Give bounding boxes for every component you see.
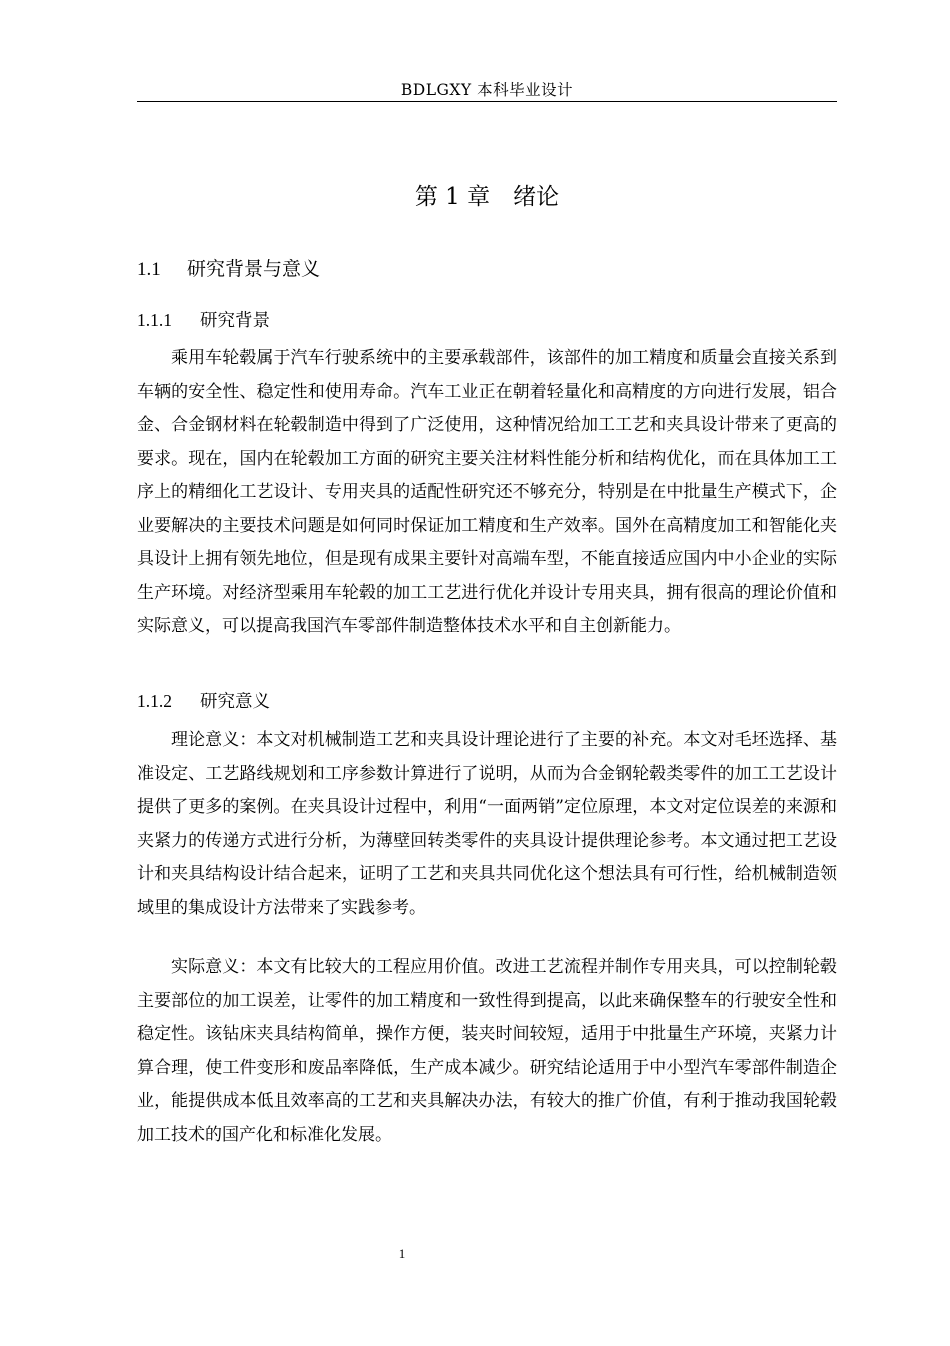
paragraph-practical-significance: 实际意义：本文有比较大的工程应用价值。改进工艺流程并制作专用夹具，可以控制轮毂主要部位的加工误差，让零件的加工精度和一致性得到提高，以此来确保整车的行驶安全性和稳定性。该钻床夹具结构简单，操作方便，装夹时间较短，适用于中批量生产环境，夹紧力计算合理，使工件变形和废品率降低，生产成本减少。研究结论适用于中小型汽车零部件制造企业，能提供成本低且效率高的工艺和夹具解决办法，有较大的推广价值，有利于推动我国轮毂加工技术的国产化和标准化发展。 [137,957,837,1145]
subsection-heading-1-1-1 [137,307,270,332]
section-title: 研究背景与意义 [187,258,321,280]
section-number: 1.1 [137,259,161,280]
chapter-title: 第 1 章 绪论 [414,184,560,210]
subsection-number: 1.1.2 [137,691,172,711]
subsection-number: 1.1.1 [137,310,172,330]
paragraph-background: 乘用车轮毂属于汽车行驶系统中的主要承载部件，该部件的加工精度和质量会直接关系到车辆的安全性、稳定性和使用寿命。汽车工业正在朝着轻量化和高精度的方向进行发展，铝合金、合金钢材料在轮毂制造中得到了广泛使用，这种情况给加工工艺和夹具设计带来了更高的要求。现在，国内在轮毂加工方面的研究主要关注材料性能分析和结构优化，而在具体加工工序上的精细化工艺设计、专用夹具的适配性研究还不够充分，特别是在中批量生产模式下，企业要解决的主要技术问题是如何同时保证加工精度和生产效率。国外在高精度加工和智能化夹具设计上拥有领先地位，但是现有成果主要针对高端车型，不能直接适应国内中小企业的实际生产环境。对经济型乘用车轮毂的加工工艺进行优化并设计专用夹具，拥有很高的理论价值和实际意义，可以提高我国汽车零部件制造整体技术水平和自主创新能力。 [137,348,837,636]
page-number: 1 [398,1246,406,1261]
header-divider [137,101,837,102]
subsection-heading-1-1-2 [137,688,270,713]
section-heading-1-1 [137,254,320,281]
running-header: BDLGXY 本科毕业设计 [400,81,574,99]
paragraph-theoretical-significance: 理论意义：本文对机械制造工艺和夹具设计理论进行了主要的补充。本文对毛坯选择、基准设定、工艺路线规划和工序参数计算进行了说明，从而为合金钢轮毂类零件的加工工艺设计提供了更多的案例。在夹具设计过程中，利用“一面两销”定位原理，本文对定位误差的来源和夹紧力的传递方式进行分析，为薄壁回转类零件的夹具设计提供理论参考。本文通过把工艺设计和夹具结构设计结合起来，证明了工艺和夹具共同优化这个想法具有可行性，给机械制造领域里的集成设计方法带来了实践参考。 [137,730,837,918]
subsection-title: 研究背景 [200,311,270,331]
subsection-title: 研究意义 [200,692,270,712]
